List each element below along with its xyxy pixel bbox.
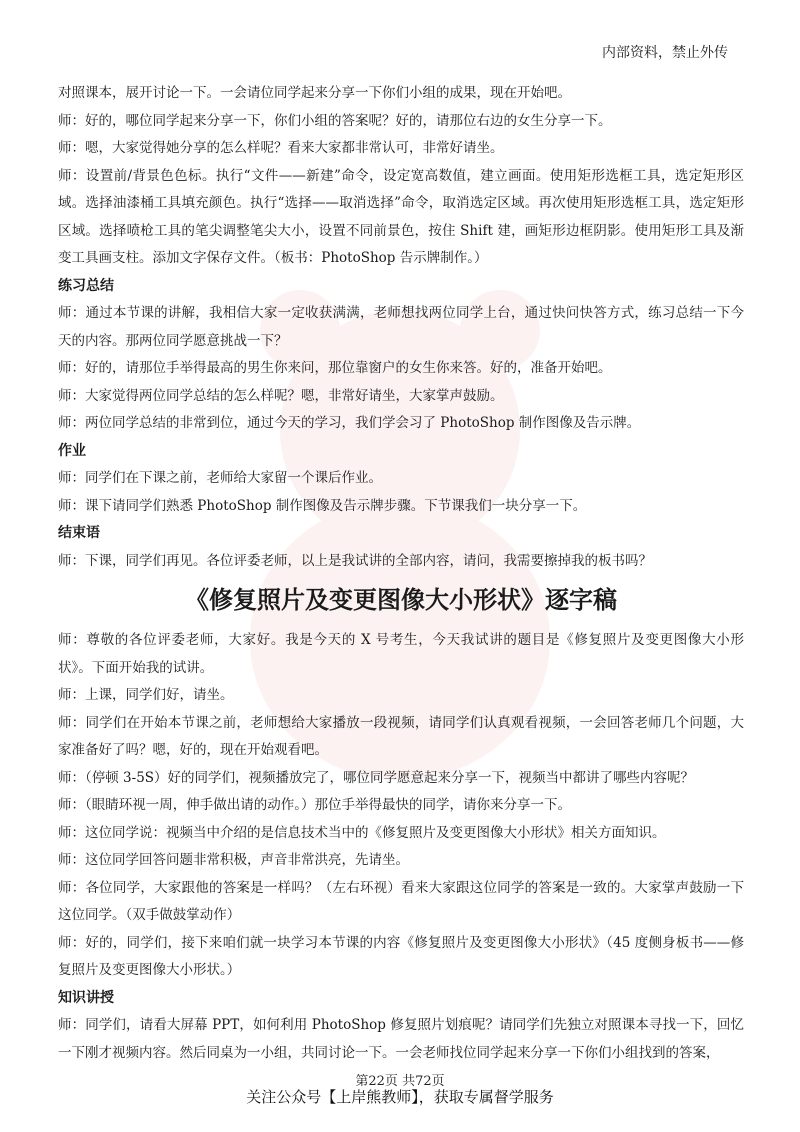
paragraph: 师：同学们，请看大屏幕 PPT，如何利用 PhotoShop 修复照片划痕呢？请同学们先独立对照课本寻找一下，回忆一下刚才视频内容。然后同桌为一小组，共同讨论一下。一会老师找位同学起来分享一下你们小组找到的答案， xyxy=(58,1017,744,1061)
heading-practice-summary: 练习总结 xyxy=(58,277,114,294)
paragraph: 师：（停顿 3-5S）好的同学们，视频播放完了，哪位同学愿意起来分享一下，视频当中都讲了哪些内容呢？ xyxy=(58,769,695,786)
confidential-note: 内部资料，禁止外传 xyxy=(602,45,728,61)
paragraph: 师：同学们在下课之前，老师给大家留一个课后作业。 xyxy=(58,470,382,486)
paragraph: 师：这位同学说：视频当中介绍的是信息技术当中的《修复照片及变更图像大小形状》相关方面知识。 xyxy=(58,824,666,841)
paragraph: 师：各位同学，大家跟他的答案是一样吗？（左右环视）看来大家跟这位同学的答案是一致的。大家掌声鼓励一下这位同学。（双手做鼓掌动作） xyxy=(58,879,744,923)
paragraph: 对照课本，展开讨论一下。一会请位同学起来分享一下你们小组的成果，现在开始吧。 xyxy=(58,85,571,101)
paragraph: 师：好的，同学们，接下来咱们就一块学习本节课的内容《修复照片及变更图像大小形状》（45 度侧身板书——修复照片及变更图像大小形状。） xyxy=(58,934,744,978)
paragraph: 师：两位同学总结的非常到位，通过今天的学习，我们学会习了 PhotoShop 制作图像及告示牌。 xyxy=(58,415,641,431)
page-number: 第22页 共72页 xyxy=(355,1074,445,1089)
paragraph: 师：好的，请那位手举得最高的男生你来问，那位靠窗户的女生你来答。好的，准备开始吧。 xyxy=(58,360,612,376)
heading-homework: 作业 xyxy=(58,442,86,459)
paragraph: 师：嗯，大家觉得她分享的怎么样呢？看来大家都非常认可，非常好请坐。 xyxy=(58,140,504,156)
paragraph: 师：大家觉得两位同学总结的怎么样呢？嗯，非常好请坐，大家掌声鼓励。 xyxy=(58,387,504,404)
paragraph: 师：（眼睛环视一周，伸手做出请的动作。）那位手举得最快的同学，请你来分享一下。 xyxy=(58,797,571,813)
paragraph: 师：这位同学回答问题非常积极，声音非常洪亮，先请坐。 xyxy=(58,852,409,868)
heading-closing: 结束语 xyxy=(58,525,100,541)
paragraph: 师：尊敬的各位评委老师，大家好。我是今天的 X 号考生，今天我试讲的题目是《修复照片及变更图像大小形状》。下面开始我的试讲。 xyxy=(58,632,744,676)
paragraph: 师：上课，同学们好，请坐。 xyxy=(58,687,234,703)
heading-knowledge-teaching: 知识讲授 xyxy=(58,989,114,1006)
paragraph: 师：课下请同学们熟悉 PhotoShop 制作图像及告示牌步骤。下节课我们一块分享一下。 xyxy=(58,497,587,514)
promo-footer: 关注公众号【上岸熊教师】，获取专属督学服务 xyxy=(246,1088,554,1106)
paragraph: 师：好的，哪位同学起来分享一下，你们小组的答案呢？好的，请那位右边的女生分享一下。 xyxy=(58,112,612,129)
paragraph: 师：同学们在开始本节课之前，老师想给大家播放一段视频，请同学们认真观看视频，一会回答老师几个问题，大家准备好了吗？嗯，好的，现在开始观看吧。 xyxy=(58,714,744,758)
paragraph: 师：下课，同学们再见。各位评委老师，以上是我试讲的全部内容，请问，我需要擦掉我的板书吗？ xyxy=(58,552,652,569)
document-body xyxy=(58,80,744,1067)
paragraph: 师：通过本节课的讲解，我相信大家一定收获满满，老师想找两位同学上台，通过快问快答方式，练习总结一下今天的内容。那两位同学愿意挑战一下？ xyxy=(58,305,744,349)
section-title: 《修复照片及变更图像大小形状》逐字稿 xyxy=(185,586,617,614)
paragraph: 师：设置前/背景色色标。执行“文件——新建”命令，设定宽高数值，建立画面。使用矩形选框工具，选定矩形区域。选择油漆桶工具填充颜色。执行“选择——取消选择”命令，取消选定区域。再次使用矩形选框工具，选定矩形区域。选择喷枪工具的笔尖调整笔尖大小，设置不同前景色，按住 Shift 建，画矩形边框阴影。使用矩形工具及渐变工具画支柱。添加文字保存文件。（板书：PhotoShop 告示牌制作。） xyxy=(58,167,744,266)
